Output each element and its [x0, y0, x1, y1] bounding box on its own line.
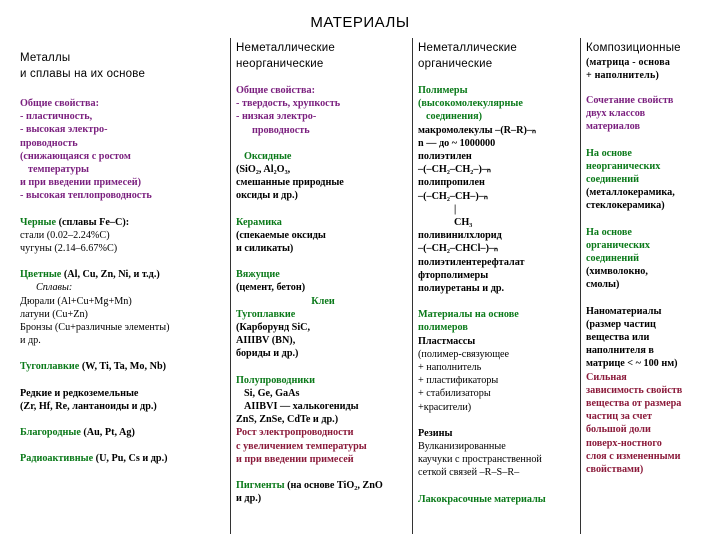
text-line: Si, Ge, GaAs — [244, 387, 300, 399]
text-line: матрице < ~ 100 нм) — [586, 358, 678, 370]
text-line: Материалы на основе — [418, 309, 519, 321]
text-line: и при введении примесей) — [20, 177, 142, 189]
spacer — [418, 295, 578, 308]
text-segment: Благородные — [20, 427, 81, 439]
text-line: полипропилен — [418, 177, 485, 189]
header-line: + наполнитель) — [586, 70, 659, 81]
text-line: (Карборунд SiC, — [236, 322, 311, 334]
text-line: Сочетание свойств — [586, 95, 674, 106]
spacer — [20, 439, 228, 452]
text-line: (полимер-связующее — [418, 348, 510, 360]
text-line: (Zr, Hf, Re, лантаноиды и др.) — [20, 400, 157, 412]
spacer — [586, 292, 718, 305]
text-line: латуни (Cu+Zn) — [20, 308, 88, 320]
spacer — [586, 134, 718, 147]
text-line: - высокая теплопроводность — [20, 190, 152, 202]
text-line: зависимость свойств — [586, 384, 683, 396]
text-line: На основе — [586, 226, 632, 238]
text-line: | — [454, 203, 457, 215]
text-line: вещества от размера — [586, 398, 682, 410]
text-line: сеткой связей –R–S–R– — [418, 467, 520, 479]
text-line: частиц за счет — [586, 411, 652, 423]
column-header — [20, 50, 228, 82]
text-line: чугуны (2.14–6.67%C) — [20, 243, 118, 255]
text-line: Керамика — [236, 216, 282, 228]
spacer — [20, 255, 228, 268]
text-line: органических — [586, 239, 650, 251]
text-line: стали (0.02–2.24%C) — [20, 229, 110, 241]
spacer — [236, 203, 410, 216]
spacer — [236, 361, 410, 374]
column-divider — [412, 38, 413, 534]
text-line: Сильная — [586, 371, 627, 383]
text-line: AIIBVI — халькогениды — [244, 401, 359, 413]
text-line: (цемент, бетон) — [236, 282, 306, 294]
text-line: проводность — [20, 137, 78, 149]
spacer — [20, 413, 228, 426]
text-line: наполнителя в — [586, 345, 654, 357]
text-line: (SiO₂, Al₂O₃, — [236, 164, 291, 176]
text-line: фторполимеры — [418, 269, 489, 281]
text-line: и др. — [20, 335, 41, 347]
text-line: Вяжущие — [236, 269, 280, 281]
text-line: двух классов — [586, 108, 646, 120]
text-line: и др.) — [236, 493, 262, 505]
column-body — [586, 94, 718, 476]
text-segment: Радиоактивные — [20, 453, 94, 465]
text-line: - низкая электро- — [236, 111, 317, 123]
text-line: n — до ~ 1000000 — [418, 137, 496, 149]
header-line: Композиционные — [586, 42, 681, 54]
text-line: + наполнитель — [418, 362, 482, 374]
column-body — [418, 84, 578, 506]
text-line: свойствами) — [586, 464, 644, 476]
spacer — [20, 347, 228, 360]
column-divider — [230, 38, 231, 534]
text-segment: (на основе TiO₂, ZnO — [284, 480, 383, 492]
text-line — [20, 452, 228, 465]
text-line: соединений — [586, 253, 640, 265]
text-line: оксиды и др.) — [236, 190, 298, 202]
text-line: смолы) — [586, 279, 620, 291]
text-line: Полимеры — [418, 85, 468, 96]
text-segment: Черные — [20, 216, 57, 228]
text-line: Сплавы: — [36, 282, 73, 294]
text-line — [20, 268, 228, 281]
column-divider — [580, 38, 581, 534]
text-line: - высокая электро- — [20, 124, 108, 136]
column-inorganic — [236, 40, 410, 505]
spacer — [418, 480, 578, 493]
text-line: –(–CH₂–CH₂–)–ₙ — [418, 164, 491, 176]
page-title: МАТЕРИАЛЫ — [310, 14, 410, 31]
text-line: стеклокерамика) — [586, 200, 665, 212]
text-line: большой доли — [586, 424, 651, 436]
column-body — [20, 97, 228, 465]
text-line: –(–CH₂–CH–)–ₙ — [418, 190, 488, 202]
text-line: полиэтилентерефталат — [418, 256, 525, 268]
text-line: слоя с измененными — [586, 450, 681, 462]
text-line: неорганических — [586, 160, 661, 172]
column-body — [236, 84, 410, 505]
text-line — [20, 426, 228, 439]
text-segment: Тугоплавкие — [20, 361, 80, 373]
text-segment: Цветные — [20, 269, 62, 281]
text-line: + стабилизаторы — [418, 388, 491, 400]
text-line: Бронзы (Cu+различные элементы) — [20, 322, 170, 334]
spacer — [418, 414, 578, 427]
text-line: (химволокно, — [586, 266, 648, 278]
text-line: и силикаты) — [236, 243, 294, 255]
text-line — [20, 216, 228, 229]
text-line: Тугоплавкие — [236, 308, 296, 320]
text-line: макромолекулы –(R–R)–ₙ — [418, 124, 537, 136]
text-segment: Пигменты — [236, 480, 285, 492]
text-line: поливинилхлорид — [418, 230, 502, 242]
header-line: (матрица - основа — [586, 57, 671, 68]
text-line: бориды и др.) — [236, 348, 299, 360]
text-line: полимеров — [418, 322, 468, 334]
text-line: материалов — [586, 121, 641, 133]
text-line: Резины — [418, 427, 453, 439]
text-segment: (Al, Cu, Zn, Ni, и т.д.) — [61, 269, 160, 281]
text-line — [20, 360, 228, 373]
spacer — [586, 213, 718, 226]
text-line: соединений — [586, 174, 640, 186]
text-line — [236, 479, 410, 492]
text-line: и при введении примесей — [236, 453, 354, 465]
text-segment: (U, Pu, Cs и др.) — [93, 453, 168, 465]
column-header — [418, 40, 578, 72]
text-line: AIIIBV (BN), — [236, 335, 296, 347]
text-line: Дюрали (Al+Cu+Mg+Mn) — [20, 295, 132, 307]
text-line: соединения) — [426, 111, 483, 123]
text-segment: (сплавы Fe–C): — [56, 216, 130, 228]
text-line: Общие свойства: — [236, 85, 315, 96]
header-line: органические — [418, 58, 493, 70]
text-line: Оксидные — [244, 150, 292, 162]
text-line: + пластификаторы — [418, 375, 499, 387]
text-line: (высокомолекулярные — [418, 98, 523, 110]
text-line: смешанные природные — [236, 177, 344, 189]
text-line: (размер частиц — [586, 318, 656, 330]
header-line: Неметаллические — [418, 42, 517, 54]
text-line: (спекаемые оксиды — [236, 229, 326, 241]
text-line: вещества или — [586, 332, 650, 344]
header-line: Неметаллические — [236, 42, 335, 54]
header-line: и сплавы на их основе — [20, 68, 146, 80]
text-line: полиуретаны и др. — [418, 283, 505, 295]
text-line: поверх-ностного — [586, 437, 662, 449]
text-line: с увеличением температуры — [236, 440, 367, 452]
text-line: –(–CH₂–CHCl–)–ₙ — [418, 243, 499, 255]
column-header — [586, 40, 718, 82]
spacer — [236, 255, 410, 268]
text-line: ZnS, ZnSe, CdTe и др.) — [236, 414, 339, 426]
column-metals — [20, 40, 228, 465]
text-line: температуры — [28, 164, 89, 176]
text-line: проводность — [252, 124, 310, 136]
text-line: (металлокерамика, — [586, 187, 675, 199]
text-line: На основе — [586, 147, 632, 159]
text-line: - пластичность, — [20, 111, 93, 123]
text-line: CH₃ — [454, 217, 473, 229]
text-segment: (Au, Pt, Ag) — [80, 427, 135, 439]
text-line: Редкие и редкоземельные — [20, 387, 139, 399]
column-organic — [418, 40, 578, 506]
spacer — [236, 466, 410, 479]
spacer — [20, 203, 228, 216]
text-line: Клеи — [311, 295, 335, 307]
text-line: полиэтилен — [418, 151, 472, 163]
text-line: каучуки с пространственной — [418, 454, 542, 466]
text-line: Общие свойства: — [20, 98, 99, 109]
column-header — [236, 40, 410, 72]
column-composite — [586, 40, 718, 476]
text-line: Наноматериалы — [586, 305, 662, 317]
text-line: - твердость, хрупкость — [236, 98, 341, 110]
text-line: +красители) — [418, 401, 472, 413]
text-line: Пластмассы — [418, 335, 476, 347]
text-segment: (W, Ti, Ta, Mo, Nb) — [79, 361, 167, 373]
text-line: Полупроводники — [236, 374, 315, 386]
text-line: (снижающаяся с ростом — [20, 150, 131, 162]
text-line: Вулканизированные — [418, 441, 506, 453]
text-line: Лакокрасочные материалы — [418, 493, 546, 505]
spacer — [236, 137, 410, 150]
header-line: Металлы — [20, 52, 71, 64]
header-line: неорганические — [236, 58, 324, 70]
text-line: Рост электропроводности — [236, 427, 354, 439]
spacer — [20, 374, 228, 387]
